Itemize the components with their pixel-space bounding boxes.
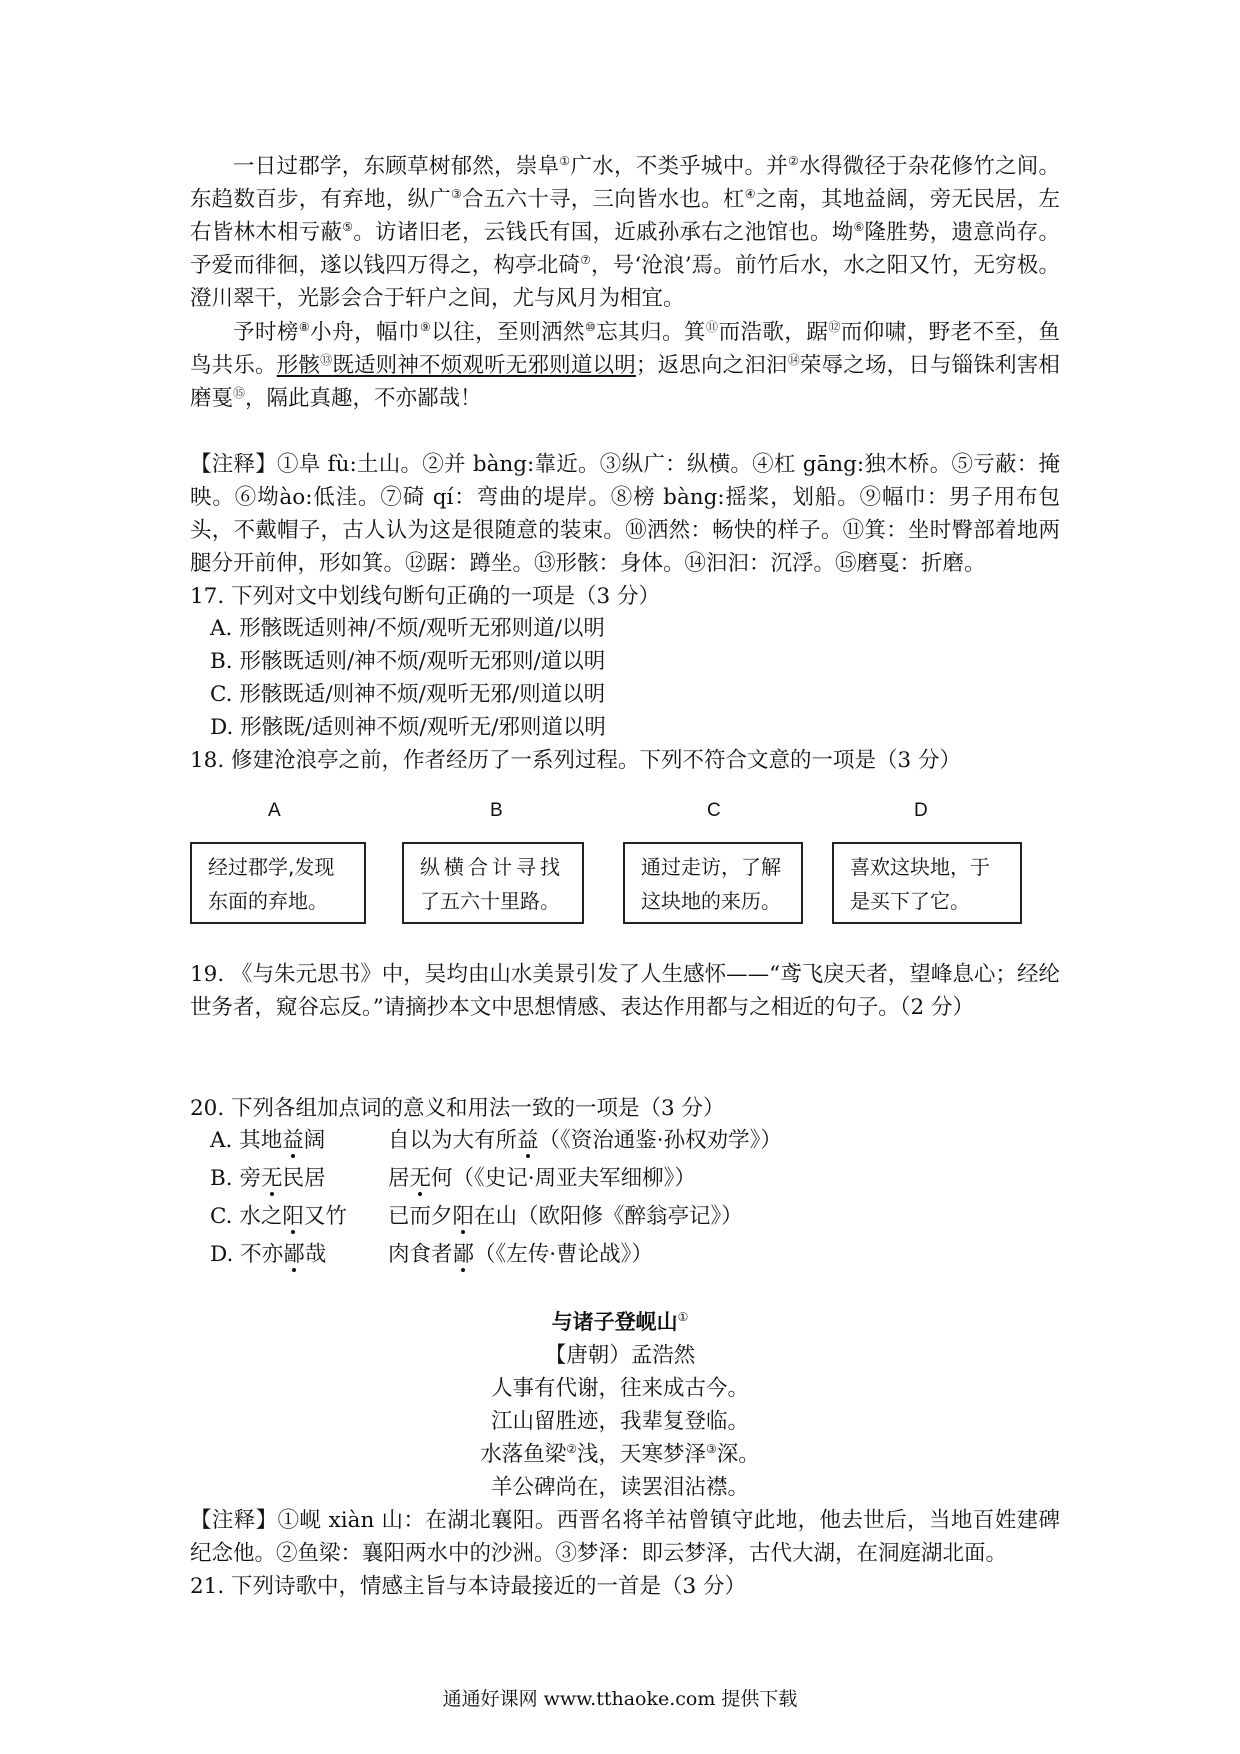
poem-author: 【唐朝）孟浩然 [544, 1343, 696, 1368]
option-box-b [402, 842, 584, 924]
poem-line-2: 江山留胜迹，我辈复登临。 [490, 1409, 749, 1434]
poem-line-3: 水落鱼梁②浅，天寒梦泽③深。 [480, 1441, 760, 1467]
question-17-option-c: C. 形骸既适/则神不烦/观听无邪/则道以明 [210, 682, 606, 707]
option-box-a-line1: 经过郡学,发现 [208, 855, 335, 879]
question-19: 19. 《与朱元思书》中，吴均由山水美景引发了人生感怀——“鸢飞戾天者，望峰息心；经纶世务者，窥谷忘反。”请摘抄本文中思想情感、表达作用都与之相近的句子。（2 分） [190, 962, 1060, 1020]
question-20-row-c-reference: 已而夕阳在山（欧阳修《醉翁亭记》） [388, 1204, 743, 1229]
question-20-row-a: A. 其地益阔 [210, 1128, 326, 1153]
option-box-b-line2: 了五六十里路。 [420, 889, 560, 913]
box-label-d: D [914, 800, 928, 821]
poem-annotation-notes: 【注释】①岘 xiàn 山：在湖北襄阳。西晋名将羊祜曾镇守此地，他去世后，当地百姓建碑纪念他。②鱼梁：襄阳两水中的沙洲。③梦泽：即云梦泽，古代大湖，在洞庭湖北面。 [190, 1508, 1060, 1566]
question-20-row-d: D. 不亦鄙哉 [210, 1242, 327, 1267]
option-box-d-line2: 是买下了它。 [850, 889, 970, 913]
question-17-option-d: D. 形骸既/适则神不烦/观听无/邪则道以明 [210, 715, 606, 740]
question-20-row-a-reference: 自以为大有所益（《资治通鉴·孙权劝学》） [388, 1128, 782, 1153]
poem-title: 与诸子登岘山① [551, 1309, 689, 1334]
annotation-notes: 【注释】①阜 fù:土山。②并 bàng:靠近。③纵广：纵横。④杠 gāng:独木桥。⑤亏蔽：掩映。⑥坳ào:低洼。⑦碕 qí：弯曲的堤岸。⑧榜 bàng:摇桨，划船。⑨幅巾：男子用布包头，不戴帽子，古人认为这是很随意的装束。⑩洒然：畅快的样子。⑪箕：坐时臀部着地两腿分开前伸，形如箕。⑫踞：蹲坐。⑬形骸：身体。⑭汩汩：沉浮。⑮磨戛：折磨。 [190, 452, 1060, 576]
option-box-a-line2: 东面的弃地。 [208, 889, 328, 913]
question-21-stem: 21. 下列诗歌中，情感主旨与本诗最接近的一首是（3 分） [190, 1574, 747, 1599]
question-20-row-b: B. 旁无民居 [210, 1166, 326, 1191]
question-18-stem: 18. 修建沧浪亭之前，作者经历了一系列过程。下列不符合文意的一项是（3 分） [190, 748, 962, 773]
question-17-stem: 17. 下列对文中划线句断句正确的一项是（3 分） [190, 584, 661, 609]
box-label-c: C [707, 800, 721, 821]
underlined-sentence: 形骸⑬既适则神不烦观听无邪则道以明 [276, 352, 636, 378]
passage-paragraph-1: 一日过郡学，东顾草树郁然，崇阜①广水，不类乎城中。并②水得微径于杂花修竹之间。东趋数百步，有弃地，纵广③合五六十寻，三向皆水也。杠④之南，其地益阔，旁无民居，左右皆林木相亏蔽⑤。访诸旧老，云钱氏有国，近戚孙承右之池馆也。坳⑥隆胜势，遗意尚存。予爱而徘徊，遂以钱四万得之，构亭北碕⑦，号‘沧浪’焉。前竹后水，水之阳又竹，无穷极。澄川翠干，光影会合于轩户之间，尤与风月为相宜。 [190, 153, 1060, 311]
option-box-d [832, 842, 1022, 924]
box-label-a: A [268, 800, 281, 821]
option-box-c [623, 842, 803, 924]
question-17-option-a: A. 形骸既适则神/不烦/观听无邪则道/以明 [210, 616, 605, 641]
page-footer: 通通好课网 www.tthaoke.com 提供下载 [442, 1688, 798, 1710]
poem-line-4: 羊公碑尚在，读罢泪沾襟。 [490, 1475, 749, 1500]
option-box-d-line1: 喜欢这块地，于 [850, 855, 990, 879]
passage-paragraph-2: 予时榜⑧小舟，幅巾⑨以往，至则洒然⑩忘其归。箕⑪而浩歌，踞⑫而仰啸，野老不至，鱼鸟共乐。形骸⑬既适则神不烦观听无邪则道以明；返思向之汩汩⑭荣辱之场，日与锱铢利害相磨戛⑮，隔此真趣，不亦鄙哉！ [190, 319, 1060, 411]
option-box-b-line1: 纵横合计寻找 [420, 855, 564, 879]
box-label-b: B [490, 800, 503, 821]
question-20-row-d-reference: 肉食者鄙（《左传·曹论战》） [388, 1242, 653, 1267]
question-20-stem: 20. 下列各组加点词的意义和用法一致的一项是（3 分） [190, 1096, 725, 1121]
question-20-row-b-reference: 居无何（《史记·周亚夫军细柳》） [388, 1166, 696, 1191]
option-box-c-line2: 这块地的来历。 [641, 889, 781, 913]
option-box-a [190, 842, 366, 924]
option-box-c-line1: 通过走访，了解 [641, 855, 781, 879]
poem-line-1: 人事有代谢，往来成古今。 [490, 1376, 749, 1401]
question-20-row-c: C. 水之阳又竹 [210, 1204, 347, 1229]
question-17-option-b: B. 形骸既适则/神不烦/观听无邪则/道以明 [210, 649, 606, 674]
